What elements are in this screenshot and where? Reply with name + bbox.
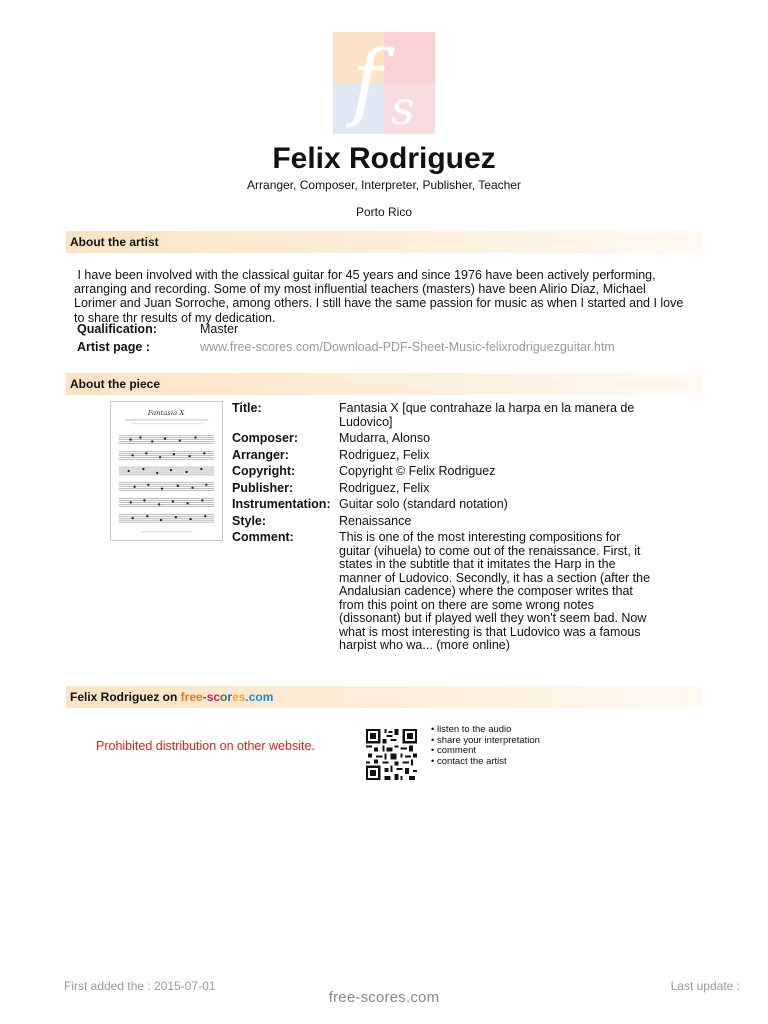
piece-label: Title: xyxy=(232,401,262,415)
piece-value: Fantasia X [que contrahaze la harpa en la manera de Ludovico] xyxy=(339,401,635,429)
qualification-value: Master xyxy=(200,322,239,336)
footer-brand: free-scores.com xyxy=(328,989,440,1006)
piece-value: Mudarra, Alonso xyxy=(339,431,431,445)
artist-country: Porto Rico xyxy=(355,205,413,219)
piece-row-arranger xyxy=(232,449,652,463)
last-update-label: Last update : xyxy=(670,979,740,993)
piece-label: Instrumentation: xyxy=(232,497,331,511)
brand-part: - xyxy=(202,690,207,704)
svg-text:Fantasia X: Fantasia X xyxy=(147,409,185,418)
brand-part: .com xyxy=(245,690,274,704)
piece-row-composer xyxy=(232,432,652,446)
artist-page-label: Artist page : xyxy=(77,340,150,354)
piece-label: Comment: xyxy=(232,530,294,544)
piece-value: Rodriguez, Felix xyxy=(339,480,430,495)
piece-value: Renaissance xyxy=(339,513,412,528)
piece-row-publisher xyxy=(232,482,652,496)
piece-row-copyright xyxy=(232,465,652,479)
first-added-date: First added the : 2015-07-01 xyxy=(64,979,216,993)
piece-value: Rodriguez, Felix xyxy=(339,447,430,462)
brand-part: sc xyxy=(206,690,221,704)
feature-listen: • listen to the audio xyxy=(431,724,512,735)
artist-roles: Arranger, Composer, Interpreter, Publisher, Teacher xyxy=(247,178,521,192)
piece-label: Arranger: xyxy=(232,447,289,462)
piece-row-instrumentation xyxy=(232,498,652,512)
piece-value: Guitar solo (standard notation) xyxy=(339,497,508,511)
svg-text:f: f xyxy=(351,32,383,130)
brand-part: es xyxy=(232,690,246,704)
feature-share: • share your interpretation xyxy=(431,734,540,746)
brand-part: r xyxy=(227,690,233,704)
feature-list xyxy=(431,725,540,767)
piece-row-title xyxy=(232,402,652,429)
svg-text:s: s xyxy=(391,81,415,134)
piece-details xyxy=(232,402,652,656)
piece-label: Composer: xyxy=(232,431,298,445)
brand-part: free xyxy=(180,690,203,704)
site-brand-link[interactable] xyxy=(181,690,274,704)
qualification-label: Qualification: xyxy=(77,322,157,336)
on-site-heading-prefix: Felix Rodriguez on xyxy=(70,690,181,704)
piece-label: Copyright: xyxy=(232,464,296,478)
piece-label: Style: xyxy=(232,513,267,528)
artist-page-link[interactable]: www.free-scores.com/Download-PDF-Sheet-Music-felixrodriguezguitar.htm xyxy=(200,340,615,354)
sheet-music-thumbnail-icon[interactable] xyxy=(110,401,223,541)
piece-row-comment xyxy=(232,531,652,653)
on-site-heading xyxy=(66,686,702,708)
artist-name: Felix Rodriguez xyxy=(272,142,496,175)
prohibited-notice: Prohibited distribution on other website. xyxy=(96,739,315,753)
feature-contact: • contact the artist xyxy=(431,755,507,767)
qr-code-icon[interactable] xyxy=(366,729,417,780)
feature-comment: • comment xyxy=(431,745,477,756)
piece-value: This is one of the most interesting compositions for guitar (vihuela) to come out of the renaissance. First, it states in the subtitle that it imitates the Harp in the manner of Ludovico. Secondly, it has a section (after the Andalusian cadence) where the composer writes that from this point on there are some wrong notes (dissonant) but if played well they won't seem bad. Now what is most interesting is that Ludovico was a famous harpist who wa... (more online) xyxy=(339,530,651,652)
free-scores-logo-icon xyxy=(333,32,435,134)
piece-row-style xyxy=(232,515,652,529)
artist-bio: I have been involved with the classical guitar for 45 years and since 1976 have been actively performing, arranging and recording. Some of my most influential teachers (masters) have been Alirio Diaz, Michael Lorimer and Juan Sorroche, among others. I still have the same passion for music as when I started and I love to share thr results of my dedication. xyxy=(74,268,684,325)
brand-part: o xyxy=(220,690,228,704)
piece-value: Copyright © Felix Rodriguez xyxy=(339,464,496,478)
about-artist-heading: About the artist xyxy=(66,231,702,253)
about-piece-heading: About the piece xyxy=(66,373,702,395)
piece-label: Publisher: xyxy=(232,480,294,495)
